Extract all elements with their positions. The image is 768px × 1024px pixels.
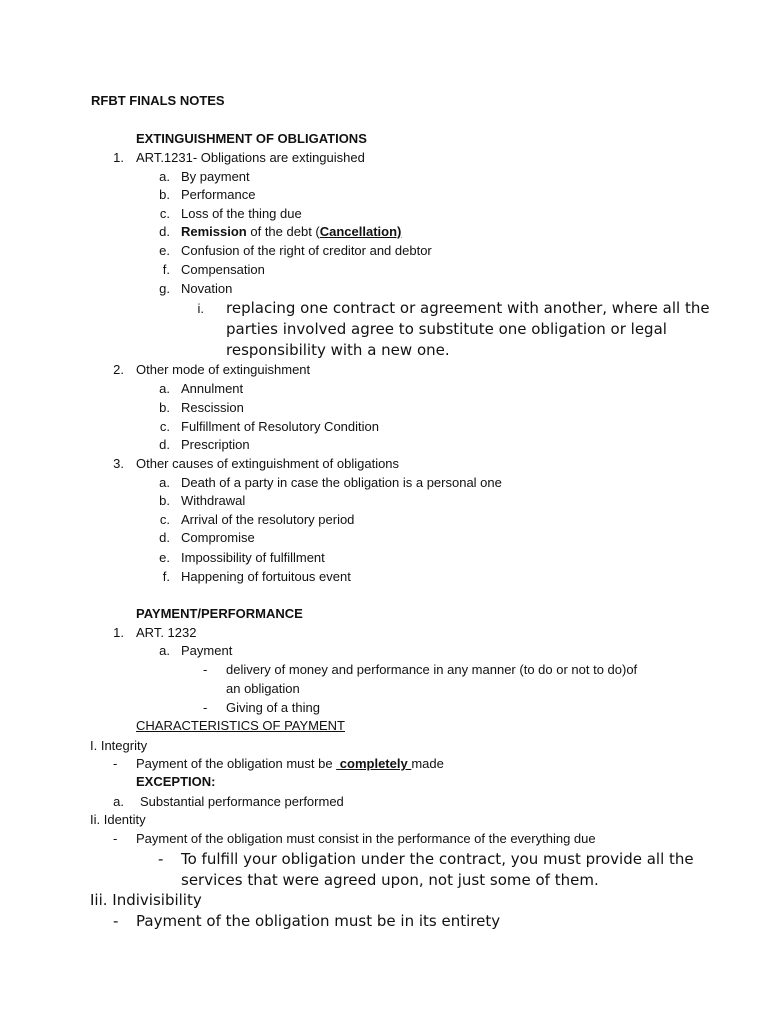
sub-marker: f. (162, 569, 170, 584)
list-marker: 1. (113, 625, 124, 640)
sub-item: Confusion of the right of creditor and debtor (181, 243, 432, 258)
exception-label: EXCEPTION: (136, 774, 216, 789)
dash-marker: - (113, 831, 118, 846)
section-heading-payment: PAYMENT/PERFORMANCE (136, 606, 303, 621)
payment-definition-line: an obligation (226, 681, 300, 696)
sub-marker: d. (159, 437, 170, 452)
integrity-line-post: made (411, 756, 444, 771)
sub-marker: e. (159, 243, 170, 258)
sub-marker: b. (159, 493, 170, 508)
cancellation-term: Cancellation) (319, 224, 402, 239)
dash-marker: - (203, 700, 208, 715)
sub-item: By payment (181, 169, 250, 184)
sub-marker: a. (159, 475, 170, 490)
identity-line: Payment of the obligation must consist in the performance of the everything due (136, 831, 596, 846)
payment-definition-line: delivery of money and performance in any manner (to do or not to do)of (226, 662, 638, 677)
sub-item: Loss of the thing due (181, 206, 302, 221)
indivisibility-line: Payment of the obligation must be in its entirety (136, 912, 501, 930)
sub-item-payment: Payment (181, 643, 233, 658)
sub-marker: d. (159, 224, 170, 239)
exception-item: Substantial performance performed (140, 794, 344, 809)
integrity-line (136, 756, 444, 772)
roman-marker: i. (197, 301, 204, 316)
sub-item: Compensation (181, 262, 265, 277)
list-item-other-causes: Other causes of extinguishment of obligations (136, 456, 400, 471)
sub-item: Death of a party in case the obligation is a personal one (181, 475, 502, 490)
sub-item: Prescription (181, 437, 250, 452)
sub-item: Withdrawal (181, 493, 246, 508)
novation-note-line: parties involved agree to substitute one obligation or legal (226, 320, 667, 338)
dash-marker: - (203, 662, 208, 677)
giving-thing-line: Giving of a thing (226, 700, 320, 715)
sub-marker: f. (162, 262, 170, 277)
sub-marker: c. (159, 419, 170, 434)
sub-item-remission (181, 224, 401, 240)
sub-marker: d. (159, 530, 170, 545)
sub-item: Performance (181, 187, 256, 202)
list-item-art-1232: ART. 1232 (136, 625, 197, 640)
sub-marker: a. (159, 643, 170, 658)
sub-item: Happening of fortuitous event (181, 569, 351, 584)
novation-note-line: responsibility with a new one. (226, 341, 450, 359)
dash-marker: - (113, 912, 119, 930)
remission-term: Remission (181, 224, 247, 239)
sub-marker: a. (159, 381, 170, 396)
integrity-line-pre: Payment of the obligation must be (136, 756, 337, 771)
sub-marker: b. (159, 187, 170, 202)
identity-title: Ii. Identity (90, 812, 146, 827)
identity-sub-line: To fulfill your obligation under the contract, you must provide all the (181, 850, 694, 868)
characteristics-heading: CHARACTERISTICS OF PAYMENT (136, 718, 345, 733)
identity-sub-line: services that were agreed upon, not just some of them. (181, 871, 599, 889)
sub-marker: a. (159, 169, 170, 184)
sub-marker: g. (159, 281, 170, 296)
remission-mid: of the debt ( (246, 224, 320, 239)
list-item-other-mode: Other mode of extinguishment (136, 362, 311, 377)
completely-term: completely (336, 756, 412, 771)
list-marker: 1. (113, 150, 124, 165)
sub-item: Arrival of the resolutory period (181, 512, 355, 527)
sub-marker: e. (159, 550, 170, 565)
document-title: RFBT FINALS NOTES (91, 93, 225, 108)
list-item-art-1231: ART.1231- Obligations are extinguished (136, 150, 365, 165)
list-marker: 2. (113, 362, 124, 377)
sub-item: Novation (181, 281, 233, 296)
sub-marker: c. (159, 512, 170, 527)
sub-item: Compromise (181, 530, 255, 545)
dash-marker: - (113, 756, 118, 771)
integrity-title: I. Integrity (90, 738, 148, 753)
sub-item: Rescission (181, 400, 244, 415)
sub-marker: b. (159, 400, 170, 415)
dash-marker: - (158, 850, 164, 868)
list-marker: 3. (113, 456, 124, 471)
sub-marker: c. (159, 206, 170, 221)
novation-note-line: replacing one contract or agreement with another, where all the (226, 299, 710, 317)
section-heading-extinguishment: EXTINGUISHMENT OF OBLIGATIONS (136, 131, 367, 146)
sub-item: Annulment (181, 381, 244, 396)
sub-item: Impossibility of fulfillment (181, 550, 325, 565)
sub-marker: a. (113, 794, 124, 809)
indivisibility-title: Iii. Indivisibility (90, 891, 202, 909)
sub-item: Fulfillment of Resolutory Condition (181, 419, 379, 434)
